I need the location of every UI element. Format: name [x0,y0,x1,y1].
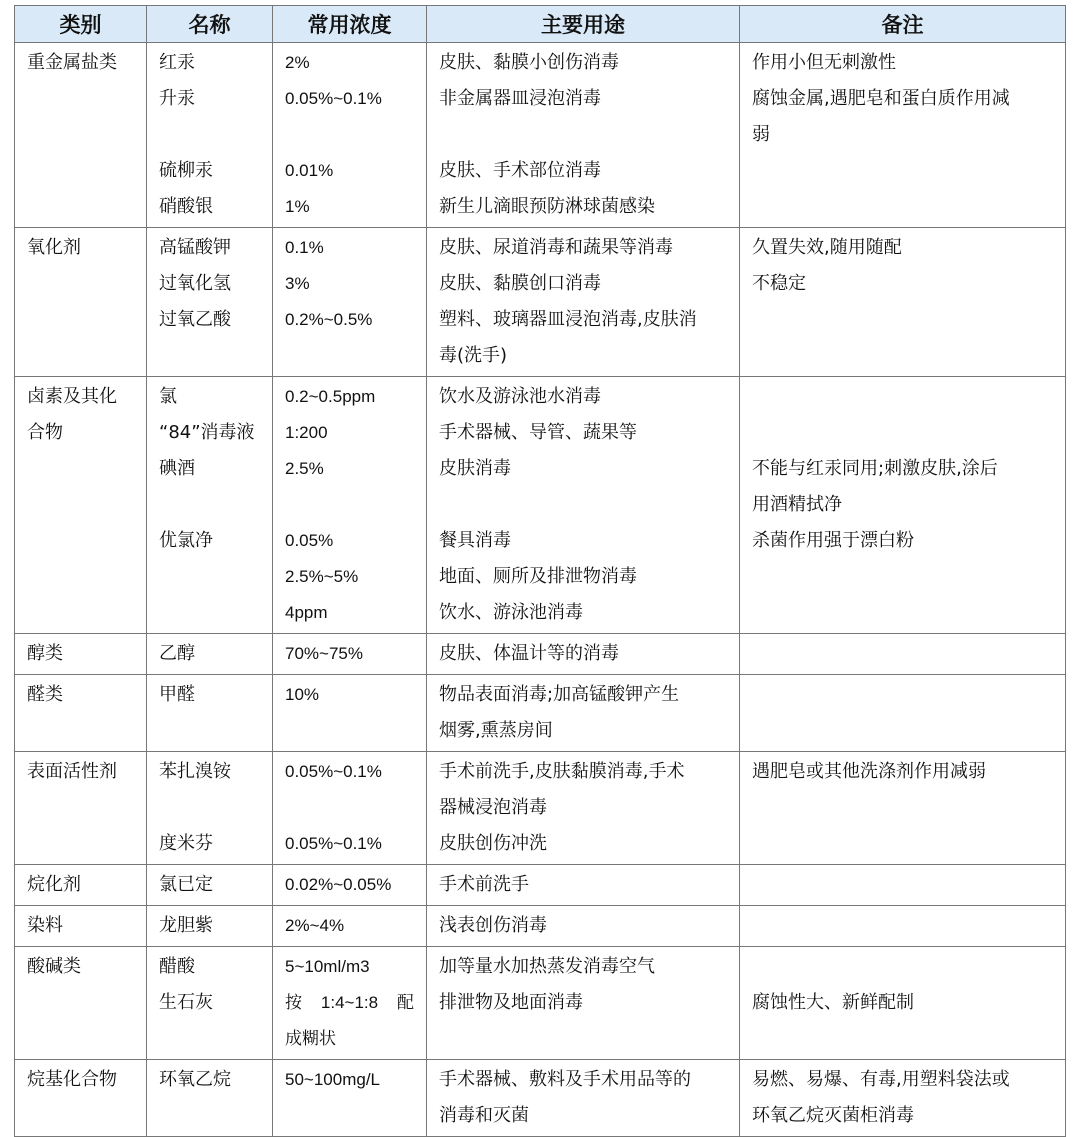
use-line: 加等量水加热蒸发消毒空气 [439,956,655,977]
concentration-line [285,713,426,749]
concentration-line: 0.05%~0.1% [285,834,382,853]
concentration-cell [273,634,427,675]
use-line [439,1021,739,1057]
use-line: 排泄物及地面消毒 [439,992,583,1013]
use-line: 皮肤、手术部位消毒 [439,160,601,181]
concentration-line: 0.05%~0.1% [285,89,382,108]
concentration-line: 0.05%~0.1% [285,762,382,781]
name-line [159,713,272,749]
name-line: 环氧乙烷 [159,1069,231,1090]
header-category: 类别 [15,6,147,43]
concentration-word: 1:4~1:8 [320,993,379,1012]
note-cell [740,1060,1066,1137]
concentration-line: 5~10ml/m3 [285,957,370,976]
use-line: 皮肤、黏膜创口消毒 [439,273,601,294]
note-cell [740,865,1066,906]
table-row [15,634,1066,675]
note-line [752,713,1065,749]
note-line [752,949,1065,985]
note-line [752,415,1065,451]
concentration-line: 2.5% [285,459,324,478]
category-cell [15,752,147,865]
concentration-line: 0.02%~0.05% [285,875,392,894]
use-line: 皮肤、黏膜小创伤消毒 [439,52,619,73]
name-line: 碘酒 [159,458,195,479]
name-line [159,487,272,523]
name-line: 生石灰 [159,992,213,1013]
table-row [15,865,1066,906]
concentration-line [285,487,426,523]
use-cell [427,675,740,752]
concentration-cell [273,906,427,947]
note-line: 遇肥皂或其他洗涤剂作用减弱 [752,761,986,782]
concentration-word: 按 [285,993,302,1012]
concentration-cell [273,865,427,906]
use-line: 手术器械、敷料及手术用品等的 [439,1069,691,1090]
category-cell [15,947,147,1060]
use-cell [427,634,740,675]
name-cell [147,228,273,377]
concentration-word: 配 [396,993,414,1012]
note-cell [740,228,1066,377]
name-line: 升汞 [159,88,195,109]
category-cell [15,377,147,634]
use-line: 皮肤、尿道消毒和蔬果等消毒 [439,237,673,258]
name-line [159,1098,272,1134]
category-cell [15,1060,147,1137]
concentration-line [285,338,426,374]
name-line: 过氧化氢 [159,273,231,294]
name-line: 硝酸银 [159,196,213,217]
name-line: 乙醇 [159,643,195,664]
category-line: 染料 [27,915,63,936]
use-line: 器械浸泡消毒 [439,797,547,818]
header-name: 名称 [147,6,273,43]
note-line [752,338,1065,374]
note-line: 用酒精拭净 [752,494,842,515]
note-cell [740,675,1066,752]
name-cell [147,1060,273,1137]
concentration-line [285,117,426,153]
note-line [752,636,1065,672]
category-line: 卤素及其化 [27,386,117,407]
use-cell [427,228,740,377]
use-line: 毒(洗手) [439,345,508,366]
note-cell [740,634,1066,675]
category-line: 烷化剂 [27,874,81,895]
table-row [15,947,1066,1060]
use-line: 消毒和灭菌 [439,1105,529,1126]
concentration-line: 70%~75% [285,644,363,663]
use-cell [427,947,740,1060]
use-line: 手术器械、导管、蔬果等 [439,422,637,443]
name-cell [147,43,273,228]
concentration-line [285,790,426,826]
note-line [752,908,1065,944]
header-remark: 备注 [740,6,1066,43]
table-row [15,675,1066,752]
name-line [159,559,272,595]
category-line: 烷基化合物 [27,1069,117,1090]
note-line [752,559,1065,595]
name-line: 甲醛 [159,684,195,705]
name-line [159,595,272,631]
note-line: 弱 [752,124,770,145]
use-cell [427,865,740,906]
category-cell [15,675,147,752]
use-line: 饮水、游泳池消毒 [439,602,583,623]
concentration-line: 0.2%~0.5% [285,310,373,329]
use-cell [427,1060,740,1137]
use-cell [427,43,740,228]
use-line: 饮水及游泳池水消毒 [439,386,601,407]
use-line [439,487,739,523]
concentration-cell [273,1060,427,1137]
name-line [159,790,272,826]
header-concentration: 常用浓度 [273,6,427,43]
use-line: 手术前洗手 [439,874,529,895]
name-line: “84”消毒液 [159,422,255,443]
concentration-line: 3% [285,274,310,293]
category-line: 氧化剂 [27,237,81,258]
category-line: 醇类 [27,643,63,664]
note-line [752,1021,1065,1057]
concentration-cell [273,377,427,634]
concentration-line: 10% [285,685,320,704]
note-line [752,379,1065,415]
category-line: 重金属盐类 [27,52,117,73]
use-line: 皮肤创伤冲洗 [439,833,547,854]
concentration-cell [273,947,427,1060]
note-line: 作用小但无刺激性 [752,52,896,73]
name-cell [147,947,273,1060]
name-line: 氯 [159,386,177,407]
category-line: 醛类 [27,684,63,705]
use-line: 浅表创伤消毒 [439,915,547,936]
name-line: 优氯净 [159,530,213,551]
table-row [15,752,1066,865]
use-line: 皮肤消毒 [439,458,511,479]
use-line: 餐具消毒 [439,530,511,551]
name-cell [147,634,273,675]
concentration-line [285,985,426,1021]
note-cell [740,947,1066,1060]
name-cell [147,377,273,634]
name-line [159,1021,272,1057]
table-row [15,906,1066,947]
concentration-line: 0.2~0.5ppm [285,387,376,406]
category-line: 酸碱类 [27,956,81,977]
name-line [159,117,272,153]
category-cell [15,228,147,377]
use-line: 手术前洗手,皮肤黏膜消毒,手术 [439,761,685,782]
note-line: 易燃、易爆、有毒,用塑料袋法或 [752,1069,1010,1090]
header-row [15,6,1066,43]
use-line: 物品表面消毒;加高锰酸钾产生 [439,684,680,705]
category-line: 表面活性剂 [27,761,117,782]
name-line [159,338,272,374]
note-line [752,826,1065,862]
name-cell [147,675,273,752]
name-line: 醋酸 [159,956,195,977]
note-cell [740,43,1066,228]
use-cell [427,377,740,634]
note-line: 不能与红汞同用;刺激皮肤,涂后 [752,458,998,479]
concentration-line: 1:200 [285,423,328,442]
concentration-line: 2.5%~5% [285,567,359,586]
name-line: 过氧乙酸 [159,309,231,330]
concentration-line: 4ppm [285,603,328,622]
table-row [15,1060,1066,1137]
use-line: 皮肤、体温计等的消毒 [439,643,619,664]
use-cell [427,906,740,947]
disinfectant-table [14,5,1066,1137]
note-line: 腐蚀金属,遇肥皂和蛋白质作用减 [752,88,1010,109]
concentration-cell [273,675,427,752]
concentration-line: 1% [285,197,310,216]
note-cell [740,377,1066,634]
table-body [15,43,1066,1137]
use-line [439,117,739,153]
note-line: 久置失效,随用随配 [752,237,902,258]
note-line [752,189,1065,225]
category-line: 合物 [27,422,63,443]
name-line: 硫柳汞 [159,160,213,181]
note-line [752,867,1065,903]
header-main-use: 主要用途 [427,6,740,43]
concentration-line: 50~100mg/L [285,1070,380,1089]
note-line [752,790,1065,826]
concentration-line [285,1098,426,1134]
note-line: 腐蚀性大、新鲜配制 [752,992,914,1013]
note-line: 环氧乙烷灭菌柜消毒 [752,1105,914,1126]
use-line: 塑料、玻璃器皿浸泡消毒,皮肤消 [439,309,697,330]
note-line [752,595,1065,631]
concentration-line: 2% [285,53,310,72]
note-cell [740,752,1066,865]
name-cell [147,752,273,865]
use-line: 新生儿滴眼预防淋球菌感染 [439,196,655,217]
table-row [15,377,1066,634]
name-line: 高锰酸钾 [159,237,231,258]
note-line: 杀菌作用强于漂白粉 [752,530,914,551]
category-cell [15,43,147,228]
concentration-line: 0.01% [285,161,334,180]
concentration-cell [273,752,427,865]
name-line: 氯已定 [159,874,213,895]
name-line: 龙胆紫 [159,915,213,936]
note-cell [740,906,1066,947]
note-line [752,677,1065,713]
note-line [752,153,1065,189]
category-cell [15,906,147,947]
use-line: 地面、厕所及排泄物消毒 [439,566,637,587]
table-row [15,228,1066,377]
concentration-line: 2%~4% [285,916,345,935]
note-line: 不稳定 [752,273,806,294]
table-header [15,6,1066,43]
concentration-line: 0.05% [285,531,334,550]
name-line: 苯扎溴铵 [159,761,231,782]
concentration-cell [273,228,427,377]
use-cell [427,752,740,865]
name-cell [147,865,273,906]
note-line [752,302,1065,338]
name-line: 红汞 [159,52,195,73]
concentration-cell [273,43,427,228]
category-cell [15,634,147,675]
concentration-line: 0.1% [285,238,324,257]
category-cell [15,865,147,906]
table-row [15,43,1066,228]
use-line: 非金属器皿浸泡消毒 [439,88,601,109]
concentration-line: 成糊状 [285,1029,336,1048]
use-line: 烟雾,熏蒸房间 [439,720,553,741]
name-cell [147,906,273,947]
name-line: 度米芬 [159,833,213,854]
